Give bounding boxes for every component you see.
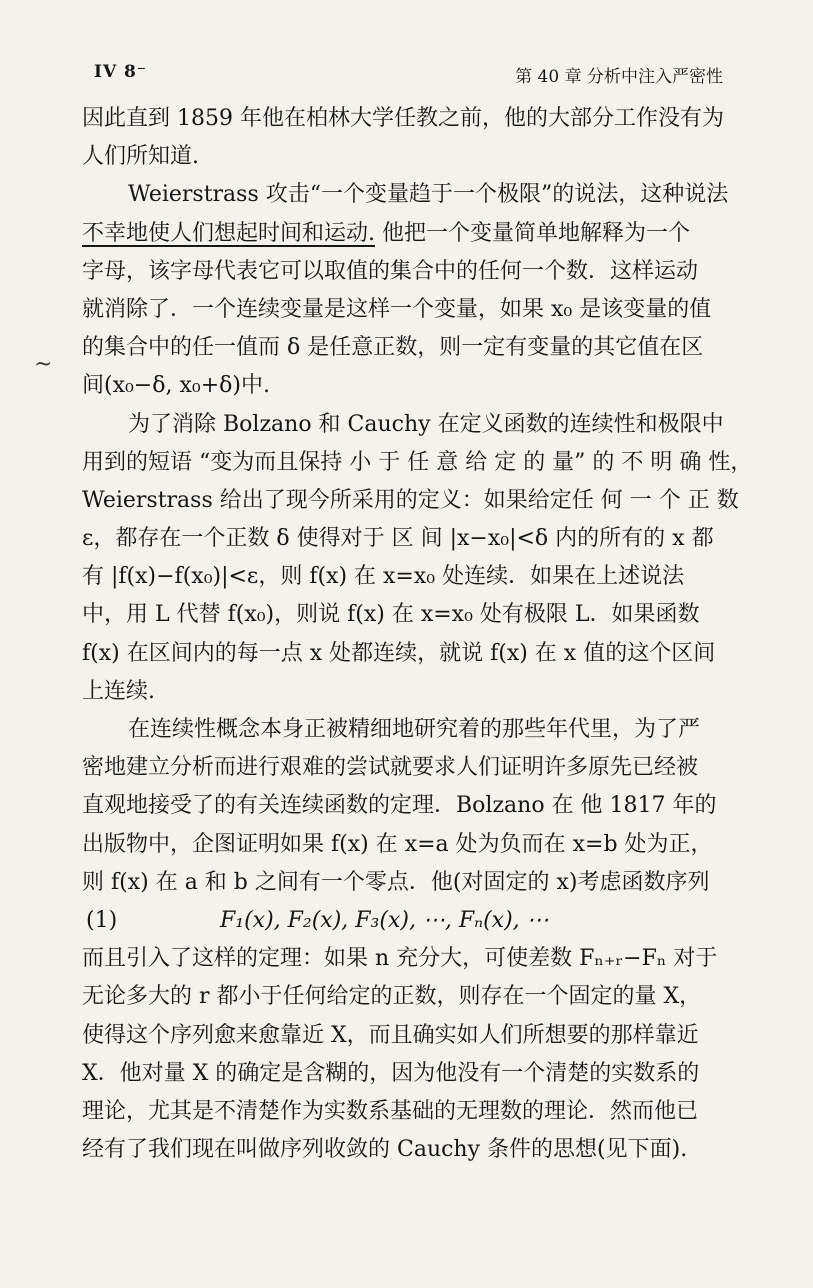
text-line: ε，都存在一个正数 δ 使得对于 区 间 |x−x₀|<δ 内的所有的 x 都 (82, 526, 714, 552)
text-line: 因此直到 1859 年他在柏林大学任教之前，他的大部分工作没有为 (82, 106, 724, 131)
equation-body: F₁(x), F₂(x), F₃(x), ⋯, Fₙ(x), ⋯ (220, 907, 549, 933)
paragraph-start: Weierstrass 攻击“一个变量趋于一个极限”的说法，这种说法 (128, 182, 729, 208)
paragraph-start: 为了消除 Bolzano 和 Cauchy 在定义函数的连续性和极限中 (128, 411, 724, 437)
text-line: 中，用 L 代替 f(x₀)，则说 f(x) 在 x=x₀ 处有极限 L．如果函数 (82, 602, 700, 628)
equation-number: (1) (86, 907, 118, 933)
text-line: 密地建立分析而进行艰难的尝试就要求人们证明许多原先已经被 (82, 755, 699, 781)
text-line: 则 f(x) 在 a 和 b 之间有一个零点．他(对固定的 x)考虑函数序列 (82, 869, 710, 895)
text-line: 出版物中，企图证明如果 f(x) 在 x=a 处为负而在 x=b 处为正， (82, 831, 713, 857)
main-text (82, 100, 753, 1169)
text-line: 人们所知道. (82, 144, 199, 170)
text-line: 用到的短语 “变为而且保持 小 于 任 意 给 定 的 量” 的 不 明 确 性， (82, 449, 753, 475)
text-line: 就消除了．一个连续变量是这样一个变量，如果 x₀ 是该变量的值 (82, 296, 712, 322)
section-marker: IV 8⁻ (94, 62, 147, 82)
text-line: f(x) 在区间内的每一点 x 处都连续，就说 f(x) 在 x 值的这个区间 (82, 640, 716, 666)
text-line (82, 215, 750, 253)
equation-line (82, 902, 750, 940)
text-line: 经有了我们现在叫做序列收敛的 Cauchy 条件的思想(见下面). (82, 1137, 688, 1163)
text-line: 上连续. (82, 678, 155, 704)
text-line: 直观地接受了的有关连续函数的定理．Bolzano 在 他 1817 年的 (82, 793, 717, 819)
text-line-rest: 他把一个变量简单地解释为一个 (382, 220, 691, 246)
text-line: 使得这个序列愈来愈靠近 X，而且确实如人们所想要的那样靠近 (82, 1022, 699, 1048)
text-line: 理论，尤其是不清楚作为实数系基础的无理数的理论．然而他已 (82, 1098, 699, 1124)
text-line: Weierstrass 给出了现今所采用的定义：如果给定任 何 一 个 正 数 (82, 487, 739, 513)
margin-mark: ~ (34, 352, 53, 377)
text-line: 的集合中的任一值而 δ 是任意正数，则一定有变量的其它值在区 (82, 335, 704, 361)
paragraph-start: 在连续性概念本身正被精细地研究着的那些年代里，为了严 (128, 717, 701, 742)
text-line: 无论多大的 r 都小于任何给定的正数，则存在一个固定的量 X， (82, 984, 702, 1010)
chapter-title: 第 40 章 分析中注入严密性 (515, 67, 723, 87)
text-line: 字母，该字母代表它可以取值的集合中的任何一个数．这样运动 (82, 258, 699, 284)
text-line: 间(x₀−δ, x₀+δ)中. (82, 373, 270, 399)
text-line: X．他对量 X 的确定是含糊的，因为他没有一个清楚的实数系的 (82, 1060, 700, 1086)
underlined-phrase: 不幸地使人们想起时间和运动. (82, 220, 375, 246)
text-line: 而且引入了这样的定理：如果 n 充分大，可使差数 Fₙ₊ᵣ−Fₙ 对于 (82, 946, 718, 972)
text-line: 有 |f(x)−f(x₀)|<ε，则 f(x) 在 x=x₀ 处连续．如果在上述说法 (82, 564, 685, 590)
running-header (94, 60, 723, 88)
